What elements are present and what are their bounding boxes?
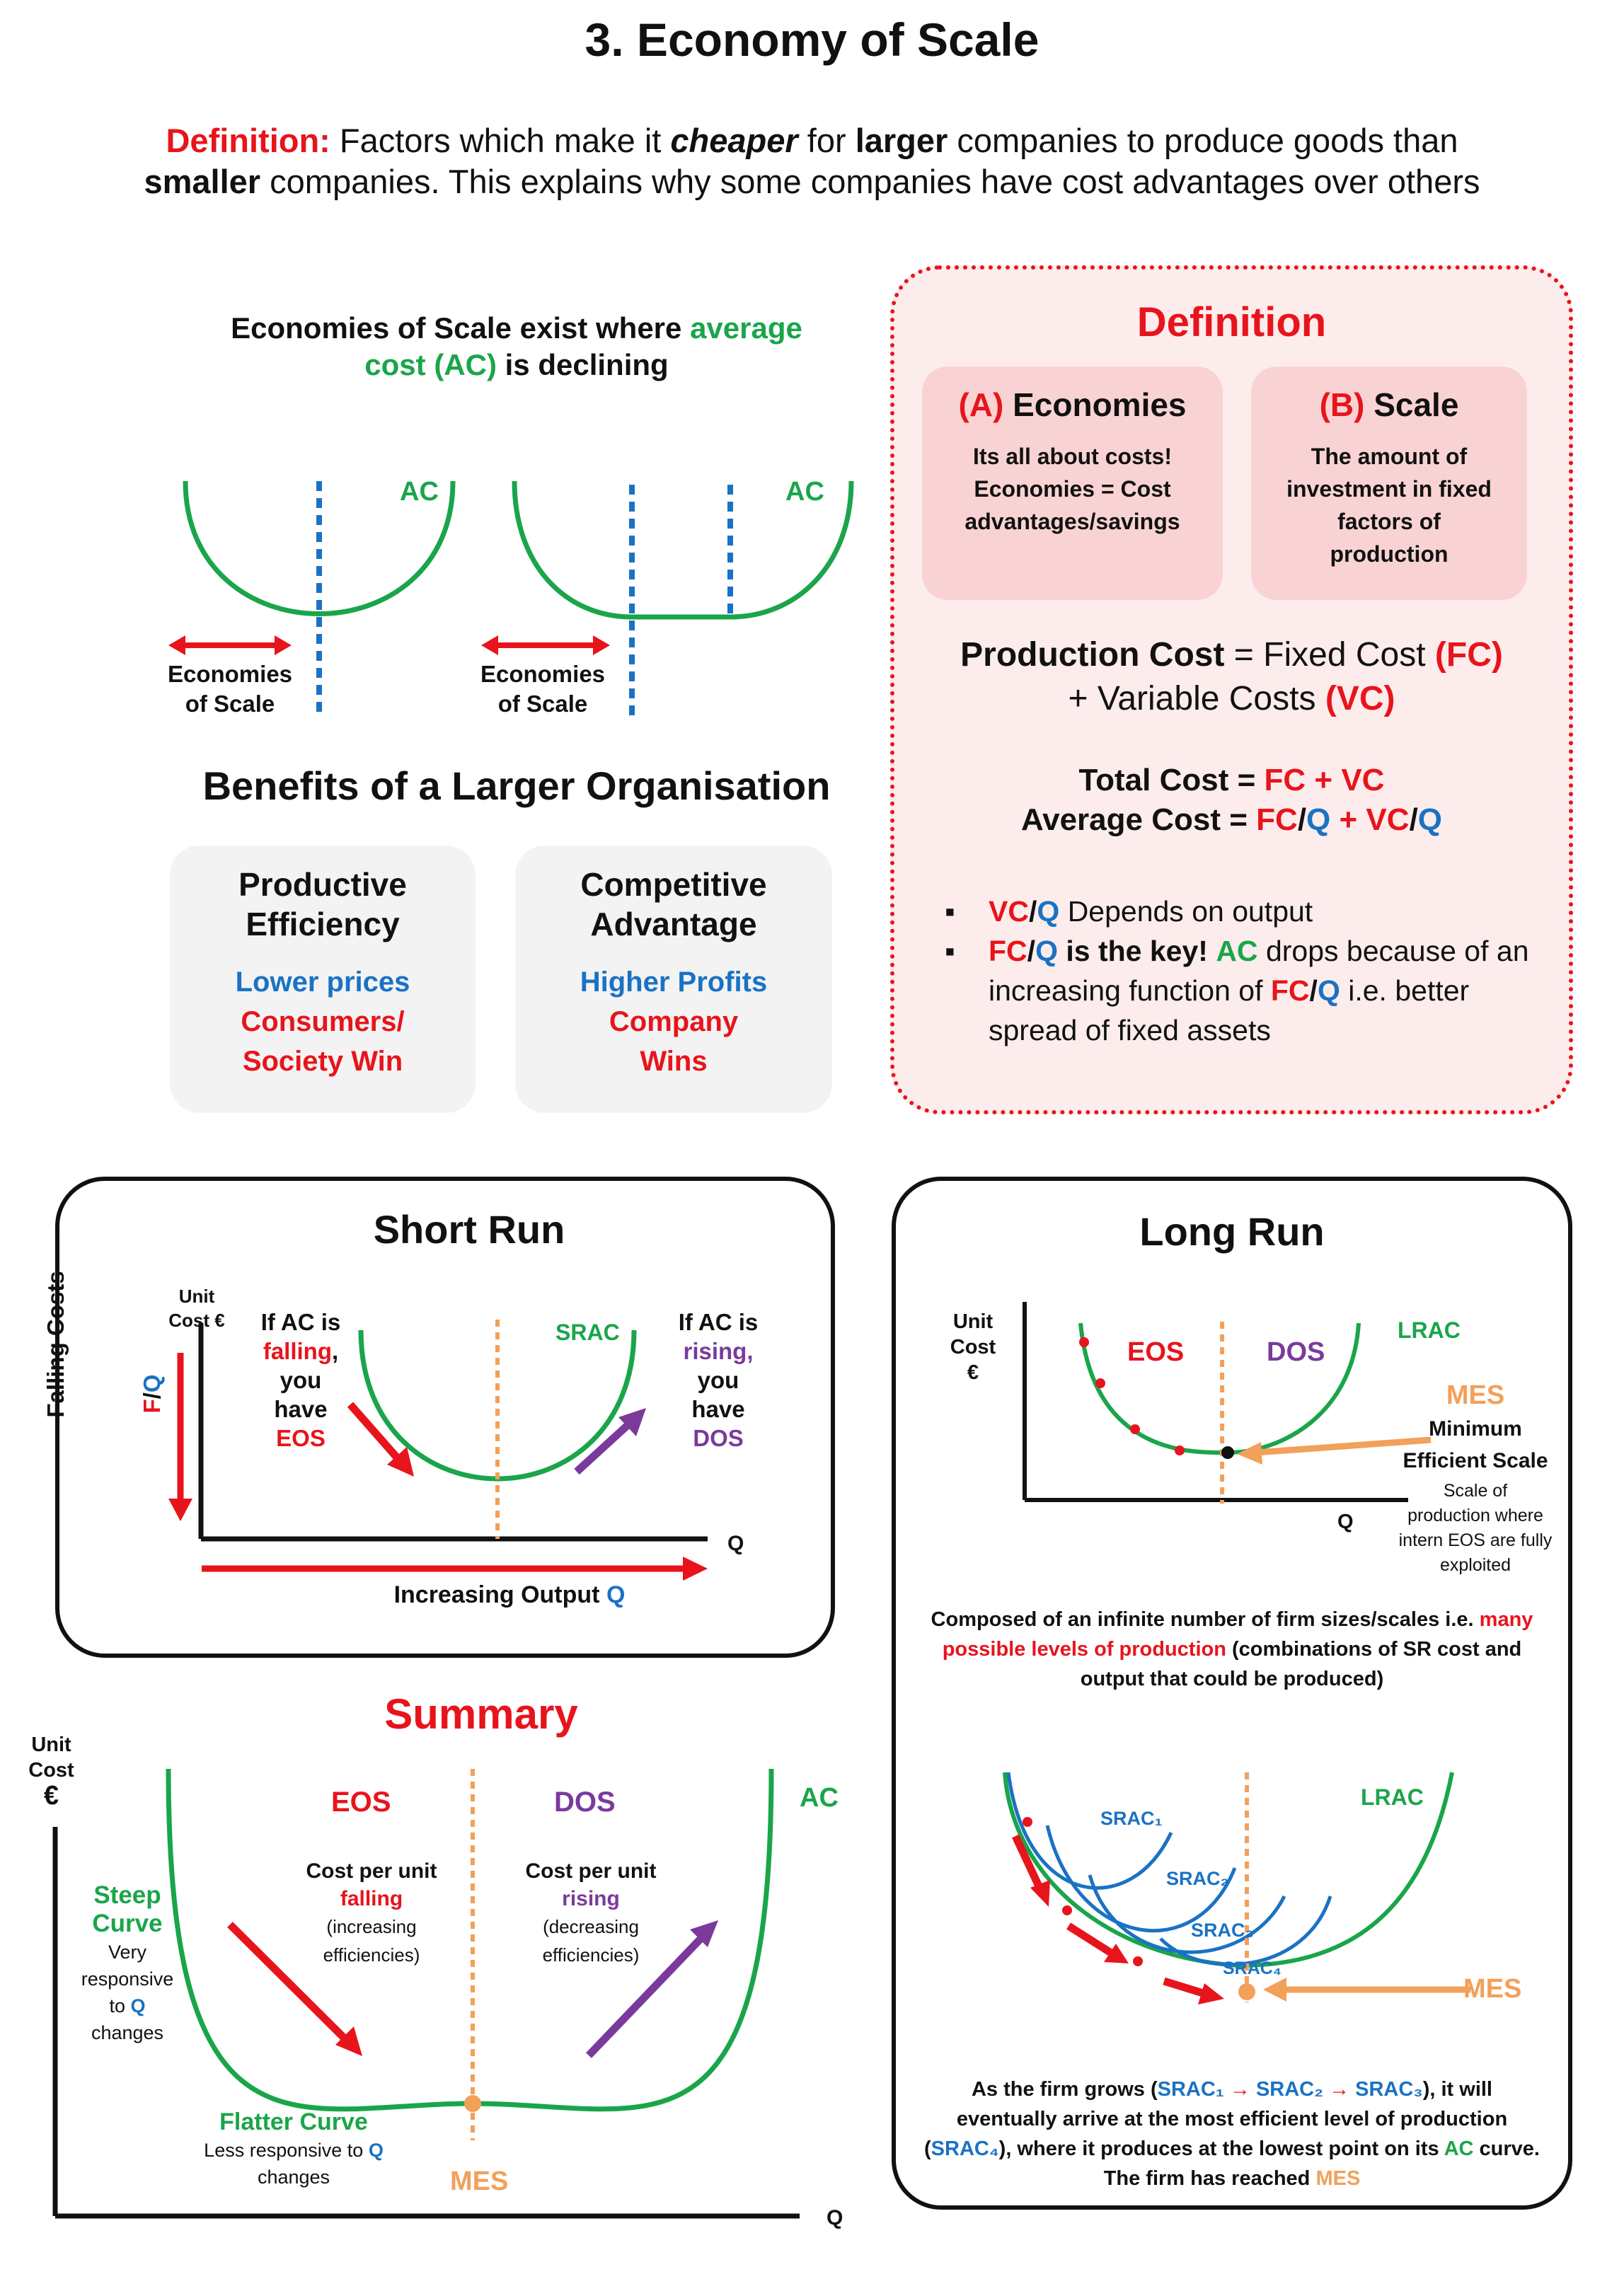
mini-eos-label-2: Economies of Scale (480, 661, 606, 717)
summary-title: Summary (384, 1690, 578, 1738)
sum-ac-label: AC (800, 1783, 839, 1813)
growth-arrow-3 (1164, 1981, 1203, 1993)
productive-efficiency-body: Lower prices Consumers/ Society Win (235, 967, 410, 1077)
lr-dot-3 (1130, 1424, 1140, 1434)
srac2-label: SRAC₂ (1166, 1868, 1229, 1889)
definition-box-title: Definition (1136, 299, 1327, 345)
srac1-label: SRAC₁ (1100, 1808, 1163, 1829)
lr-mes-point-2 (1238, 1983, 1255, 2000)
sr-right-note: If AC is rising, you have DOS (678, 1309, 759, 1451)
economies-card-title: (A) Economies (958, 386, 1187, 423)
lr-composed-note: Composed of an infinite number of firm sizes/scales i.e. many possible levels of production (combinations of SR cost and output that could be produced) (931, 1608, 1533, 1690)
fq-label: F/Q (139, 1374, 165, 1414)
intro-definition: Definition: Factors which make it cheaper for larger companies to produce goods than smaller companies. This explains why some companies have cost advantages over others (144, 122, 1480, 200)
production-cost-formula: Production Cost = Fixed Cost (FC) + Variable Costs (VC) (960, 636, 1503, 717)
lrac-label: LRAC (1398, 1317, 1461, 1343)
sum-eos-label: EOS (331, 1787, 391, 1818)
sum-y-label: Unit Cost € (28, 1733, 74, 1811)
srac4-label: SRAC₄ (1223, 1958, 1282, 1978)
lr-q-label: Q (1337, 1511, 1354, 1533)
lr-mes-point (1221, 1446, 1234, 1459)
scale-card-body: The amount of investment in fixed factors of production (1286, 444, 1492, 567)
lr-dot-4 (1175, 1446, 1185, 1455)
bullet-vc: ▪ VC/Q Depends on output (945, 895, 1313, 928)
economies-card-body: Its all about costs! Economies = Cost advantages/savings (964, 444, 1180, 534)
lr-eos-label: EOS (1127, 1337, 1185, 1367)
sr-q-label: Q (727, 1532, 744, 1555)
page-title: 3. Economy of Scale (584, 13, 1040, 66)
sr-left-note: If AC is falling, you have EOS (260, 1309, 341, 1451)
srac-label: SRAC (555, 1320, 620, 1345)
mini-ac-label-2: AC (785, 477, 824, 507)
lr2-dot-2 (1062, 1905, 1072, 1915)
eos-exist-heading: Economies of Scale exist where average cost (AC) is declining (231, 311, 802, 381)
increasing-output-label: Increasing Output Q (393, 1581, 626, 1608)
sum-dos-label: DOS (554, 1787, 616, 1818)
scale-card-title: (B) Scale (1319, 386, 1459, 423)
long-run-title: Long Run (1139, 1209, 1325, 1254)
firm-grows-note: As the firm grows (SRAC₁ → SRAC₂ → SRAC₃), it will eventually arrive at the most efficient level of production (SRAC₄), where it produces at the lowest point on its AC curve. The firm has reached MES (923, 2078, 1540, 2190)
lr2-dot-1 (1023, 1817, 1032, 1827)
bullet-fc: ▪ FC/Q is the key! AC drops because of an increasing function of FC/Q i.e. better spread of fixed assets (945, 935, 1529, 1046)
sum-rising-note: Cost per unit rising (decreasing efficiencies) (525, 1859, 657, 1966)
benefits-title: Benefits of a Larger Organisation (202, 763, 831, 808)
lr-mes-label-2: MES (1463, 1974, 1522, 2004)
falling-costs-label: Falling Costs (42, 1271, 69, 1418)
competitive-advantage-title: Competitive Advantage (580, 866, 767, 942)
sum-q-label: Q (827, 2206, 843, 2229)
lr-dos-label: DOS (1267, 1337, 1325, 1367)
lr-dot-2 (1095, 1378, 1105, 1388)
productive-efficiency-title: Productive Efficiency (238, 866, 407, 942)
srac3-label: SRAC₃ (1191, 1920, 1254, 1941)
growth-arrow-2 (1069, 1926, 1111, 1953)
short-run-title: Short Run (373, 1207, 565, 1252)
lrac-label-2: LRAC (1361, 1784, 1424, 1810)
sum-mes-label: MES (450, 2167, 509, 2196)
mini-ac-label-1: AC (400, 477, 439, 507)
sr-y-label: Unit Cost € (168, 1286, 225, 1331)
cost-formulas: Total Cost = FC + VC Average Cost = FC/Q + VC/Q (1020, 763, 1443, 837)
lr-dot-1 (1079, 1337, 1089, 1347)
competitive-advantage-body: Higher Profits Company Wins (580, 967, 768, 1077)
mes-definition: MES Minimum Efficient Scale Scale of production where intern EOS are fully exploited (1398, 1380, 1553, 1575)
sum-falling-note: Cost per unit falling (increasing efficiencies) (306, 1859, 437, 1966)
steep-curve-note: Steep Curve Very responsive to Q changes (81, 1881, 174, 2043)
lr-y-label: Unit Cost € (950, 1310, 996, 1384)
lr2-dot-3 (1133, 1956, 1143, 1966)
mini-eos-label-1: Economies of Scale (167, 661, 293, 717)
flatter-curve-note: Flatter Curve Less responsive to Q changes (204, 2108, 384, 2188)
